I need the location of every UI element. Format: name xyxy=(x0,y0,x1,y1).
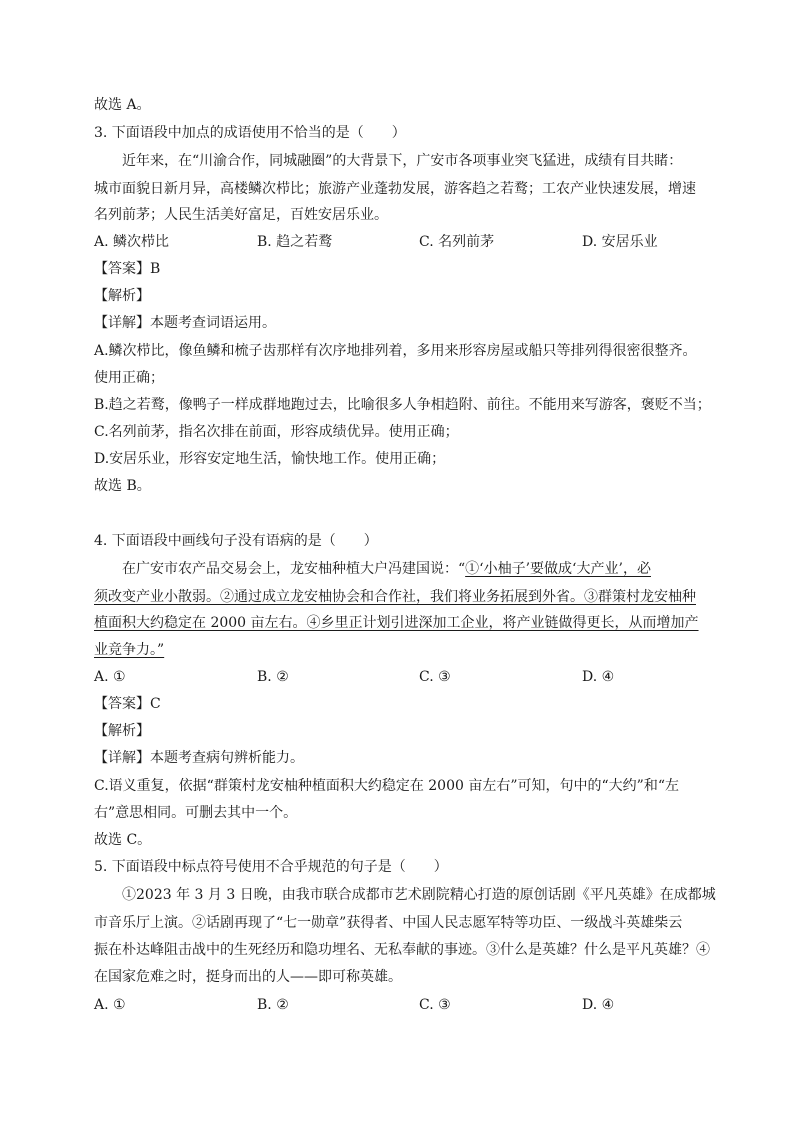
question-3-explain-c: C.名列前茅，指名次排在前面，形容成绩优异。使用正确； xyxy=(94,424,459,440)
question-4-explain-c-1: C.语义重复，依据“群策村龙安柚种植面积大约稳定在 2000 亩左右”可知，句中的“大约”和“左 xyxy=(94,778,679,794)
question-3-passage-line-2: 城市面貌日新月异，高楼鳞次栉比；旅游产业蓬勃发展，游客趋之若鹜；工农产业快速发展，增速 xyxy=(94,181,696,197)
question-4-detail: 【详解】本题考查病句辨析能力。 xyxy=(94,750,304,766)
question-3-explain-b: B.趋之若鹜，像鸭子一样成群地跑过去，比喻很多人争相趋附、前往。不能用来写游客，褒贬不当； xyxy=(94,397,711,413)
question-4-title: 4. 下面语段中画线句子没有语病的是（ ） xyxy=(94,533,378,549)
question-3-detail: 【详解】本题考查词语运用。 xyxy=(94,315,276,331)
question-5-option-c: C. ③ xyxy=(419,997,451,1013)
question-3-title: 3. 下面语段中加点的成语使用不恰当的是（ ） xyxy=(94,125,406,141)
question-5-option-a: A. ① xyxy=(94,997,126,1013)
question-3-answer: 【答案】B xyxy=(94,261,161,277)
question-4-passage-line-1 xyxy=(122,560,732,578)
question-4-option-c: C. ③ xyxy=(419,669,451,685)
question-4-underlined-3: 植面积大约稳定在 2000 亩左右。④乡里正计划引进深加工企业，将产业链做得更长，从而增加产 xyxy=(94,615,699,631)
question-3-option-b: B. 趋之若鹜 xyxy=(257,234,333,250)
question-4-option-b: B. ② xyxy=(257,669,289,685)
question-4-passage-line-2 xyxy=(94,588,704,606)
question-4-answer: 【答案】C xyxy=(94,696,161,712)
question-3-passage-line-1: 近年来，在“川渝合作，同城融圈”的大背景下，广安市各项事业突飞猛进，成绩有目共睹： xyxy=(122,153,683,169)
question-5-passage-line-1: ①2023 年 3 月 3 日晚，由我市联合成都市艺术剧院精心打造的原创话剧《平凡英雄》在成都城 xyxy=(122,887,716,903)
question-4-underlined-1: ①‘小柚子’要做成‘大产业’，必 xyxy=(465,561,651,577)
question-4-option-a: A. ① xyxy=(94,669,126,685)
question-3-option-d: D. 安居乐业 xyxy=(582,234,658,250)
question-3-explain-d: D.安居乐业，形容安定地生活，愉快地工作。使用正确； xyxy=(94,451,446,467)
question-5-passage-line-3: 振在朴达峰阻击战中的生死经历和隐功埋名、无私奉献的事迹。③什么是英雄？什么是平凡英雄？④ xyxy=(94,942,710,958)
answer-choose-a: 故选 A。 xyxy=(94,97,151,113)
question-3-analysis-heading: 【解析】 xyxy=(94,288,150,304)
question-3-passage-line-3: 名列前茅；人民生活美好富足，百姓安居乐业。 xyxy=(94,207,388,223)
question-5-option-b: B. ② xyxy=(257,997,289,1013)
question-5-option-d: D. ④ xyxy=(582,997,615,1013)
question-4-choose: 故选 C。 xyxy=(94,832,152,848)
question-4-passage-line-4 xyxy=(94,641,704,659)
question-4-passage-line-3 xyxy=(94,614,704,632)
question-3-choose: 故选 B。 xyxy=(94,478,151,494)
question-4-underlined-2: 须改变产业小散弱。②通过成立龙安柚协会和合作社，我们将业务拓展到外省。③群策村龙安柚种 xyxy=(94,589,696,605)
question-4-underlined-4: 业竞争力。” xyxy=(94,642,165,658)
question-4-option-d: D. ④ xyxy=(582,669,615,685)
question-4-explain-c-2: 右”意思相同。可删去其中一个。 xyxy=(94,805,298,821)
question-3-option-a: A. 鳞次栉比 xyxy=(94,234,170,250)
question-3-explain-a-2: 使用正确； xyxy=(94,370,164,386)
question-4-analysis-heading: 【解析】 xyxy=(94,723,150,739)
question-3-explain-a-1: A.鳞次栉比，像鱼鳞和梳子齿那样有次序地排列着，多用来形容房屋或船只等排列得很密很整齐。 xyxy=(94,343,697,359)
question-5-passage-line-2: 市音乐厅上演。②话剧再现了“七一勋章”获得者、中国人民志愿军特等功臣、一级战斗英雄柴云 xyxy=(94,915,683,931)
question-5-passage-line-4: 在国家危难之时，挺身而出的人——即可称英雄。 xyxy=(94,969,402,985)
question-5-title: 5. 下面语段中标点符号使用不合乎规范的句子是（ ） xyxy=(94,859,448,875)
question-3-option-c: C. 名列前茅 xyxy=(419,234,495,250)
question-4-passage-intro: 在广安市农产品交易会上，龙安柚种植大户冯建国说：“ xyxy=(122,561,466,577)
